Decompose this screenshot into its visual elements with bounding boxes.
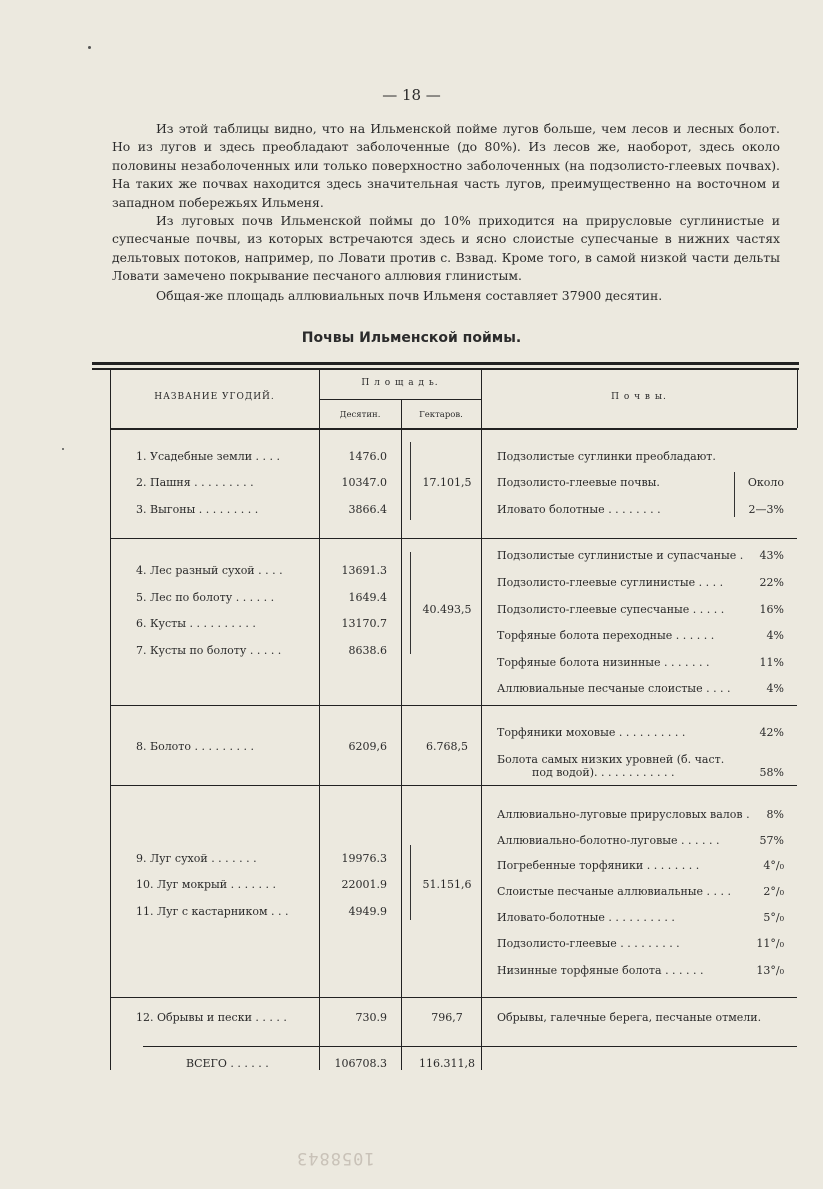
brace-icon	[410, 442, 419, 520]
paragraph-1	[112, 120, 780, 212]
land-desyatin: 10347.0	[341, 476, 387, 489]
table-column-rule	[319, 368, 320, 1070]
land-name: 12. Обрывы и пески . . . . .	[136, 1011, 287, 1024]
soil-percent: 4°/₀	[763, 859, 784, 872]
land-desyatin: 4949.9	[348, 905, 387, 918]
header-bottom-rule	[110, 428, 797, 430]
table-top-rule	[92, 362, 799, 365]
total-label: ВСЕГО . . . . . .	[186, 1057, 269, 1070]
soil-percent: 57%	[759, 834, 784, 847]
soil-percent: 22%	[759, 576, 784, 589]
page-number: — 18 —	[382, 86, 441, 104]
soil-percent: 4%	[766, 629, 784, 642]
group-separator	[110, 705, 797, 706]
soil-text: Подзолисто-глеевые . . . . . . . . .	[497, 937, 680, 950]
group-separator	[110, 785, 797, 786]
soil-percent: 4%	[766, 682, 784, 695]
soil-text: Подзолистые суглинки преобладают.	[497, 450, 716, 463]
header-desyatin: Десятин.	[339, 410, 381, 420]
soil-percent: 5°/₀	[763, 911, 784, 924]
table-column-rule	[110, 368, 111, 1070]
soil-text: Подзолистые суглинистые и супасчаные .	[497, 549, 744, 562]
header-soils: П о ч в ы.	[611, 392, 667, 402]
ink-speck	[62, 448, 64, 450]
brace-icon	[734, 472, 743, 517]
soil-text: Торфяные болота низинные . . . . . . .	[497, 656, 710, 669]
land-name: 6. Кусты . . . . . . . . . .	[136, 617, 256, 630]
land-name: 7. Кусты по болоту . . . . .	[136, 644, 282, 657]
soil-percent: 43%	[759, 549, 784, 562]
land-name: 11. Луг с кастарником . . .	[136, 905, 289, 918]
soil-percent: Около	[747, 476, 784, 489]
land-name: 1. Усадебные земли . . . .	[136, 450, 281, 463]
soil-text: Обрывы, галечные берега, песчаные отмели.	[497, 1011, 762, 1024]
soil-percent: 11°/₀	[756, 937, 784, 950]
soil-text: Аллювиальные песчаные слоистые . . . .	[497, 682, 731, 695]
table-title: Почвы Ильменской поймы.	[301, 330, 522, 346]
land-hectares: 40.493,5	[422, 603, 472, 616]
land-desyatin: 22001.9	[341, 878, 387, 891]
soil-text: Погребенные торфяники . . . . . . . .	[497, 859, 700, 872]
land-desyatin: 13170.7	[341, 617, 387, 630]
table-column-rule	[401, 400, 402, 1070]
table-column-rule	[481, 368, 482, 1070]
land-hectares: 796,7	[431, 1011, 463, 1024]
land-hectares: 17.101,5	[422, 476, 472, 489]
soil-text: Аллювиально-болотно-луговые . . . . . .	[497, 834, 720, 847]
header-area: П л о щ а д ь.	[361, 378, 439, 388]
soil-percent: 2—3%	[748, 503, 784, 516]
library-stamp: 1058843	[296, 1148, 375, 1168]
soil-text: Подзолисто-глеевые суглинистые . . . .	[497, 576, 724, 589]
soil-text: Низинные торфяные болота . . . . . .	[497, 964, 704, 977]
group-separator	[143, 1046, 797, 1047]
land-desyatin: 1476.0	[348, 450, 387, 463]
paragraph-2-text: Из луговых почв Ильменской поймы до 10% приходится на прирусловые суглинистые и супесчаные почвы, из которых встречаются здесь и ясно слоистые супесчаные в нижних частях дельтовых потоков, например, по Ловати против с. Взвад. Кроме того, в самой низкой части дельты Ловати замечено покрывание песчаного аллювия глинистым.	[112, 213, 780, 284]
soil-text: Болота самых низких уровней (б. част.	[497, 753, 725, 766]
table-top-rule-2	[92, 368, 799, 370]
land-hectares: 51.151,6	[422, 878, 472, 891]
land-desyatin: 6209,6	[348, 740, 387, 753]
total-hectares: 116.311,8	[419, 1057, 475, 1070]
soil-text: Торфяники моховые . . . . . . . . . .	[497, 726, 686, 739]
land-desyatin: 19976.3	[341, 852, 387, 865]
land-name: 8. Болото . . . . . . . . .	[136, 740, 254, 753]
soil-percent: 13°/₀	[756, 964, 784, 977]
soil-percent: 42%	[759, 726, 784, 739]
land-desyatin: 730.9	[355, 1011, 387, 1024]
land-name: 4. Лес разный сухой . . . .	[136, 564, 283, 577]
land-desyatin: 3866.4	[348, 503, 387, 516]
land-name: 2. Пашня . . . . . . . . .	[136, 476, 254, 489]
soil-text: Подзолисто-глеевые почвы.	[497, 476, 660, 489]
brace-icon	[410, 845, 419, 920]
land-name: 5. Лес по болоту . . . . . .	[136, 591, 275, 604]
soil-percent: 8%	[766, 808, 784, 821]
group-separator	[110, 538, 797, 539]
header-subrule	[319, 399, 481, 400]
table-right-edge	[797, 368, 798, 428]
soil-text: Торфяные болота переходные . . . . . .	[497, 629, 715, 642]
land-hectares: 6.768,5	[426, 740, 468, 753]
land-name: 10. Луг мокрый . . . . . . .	[136, 878, 277, 891]
land-desyatin: 8638.6	[348, 644, 387, 657]
land-name: 3. Выгоны . . . . . . . . .	[136, 503, 259, 516]
paragraph-3-text: Общая-же площадь аллювиальных почв Ильменя составляет 37900 десятин.	[156, 288, 663, 303]
land-name: 9. Луг сухой . . . . . . .	[136, 852, 257, 865]
soil-text: под водой). . . . . . . . . . . .	[532, 766, 675, 779]
paragraph-2	[112, 212, 780, 286]
soil-percent: 16%	[759, 603, 784, 616]
soil-text: Подзолисто-глеевые супесчаные . . . . .	[497, 603, 725, 616]
land-desyatin: 1649.4	[348, 591, 387, 604]
soil-text: Иловато-болотные . . . . . . . . . .	[497, 911, 675, 924]
header-hectares: Гектаров.	[419, 410, 463, 420]
paragraph-1-text: Из этой таблицы видно, что на Ильменской пойме лугов больше, чем лесов и лесных болот. Но из лугов и здесь преобладают заболоченные (до 80%). Из лесов же, наоборот, здесь около половины незаболоченных или только поверхностно заболоченных (на подзолисто-глеевых почвах). На таких же почвах находится здесь значительная часть лугов, преимущественно на восточном и западном побережьях Ильменя.	[112, 121, 780, 210]
paragraph-3	[112, 287, 780, 305]
group-separator	[110, 997, 797, 998]
total-desyatin: 106708.3	[334, 1057, 387, 1070]
soil-percent: 58%	[759, 766, 784, 779]
header-name: НАЗВАНИЕ УГОДИЙ.	[154, 392, 275, 402]
soil-text: Аллювиально-луговые прирусловых валов .	[497, 808, 750, 821]
ink-speck	[88, 46, 91, 49]
soil-percent: 2°/₀	[763, 885, 784, 898]
brace-icon	[410, 552, 419, 654]
soil-text: Иловато болотные . . . . . . . .	[497, 503, 661, 516]
land-desyatin: 13691.3	[341, 564, 387, 577]
soil-text: Слоистые песчаные аллювиальные . . . .	[497, 885, 732, 898]
soil-percent: 11%	[759, 656, 784, 669]
